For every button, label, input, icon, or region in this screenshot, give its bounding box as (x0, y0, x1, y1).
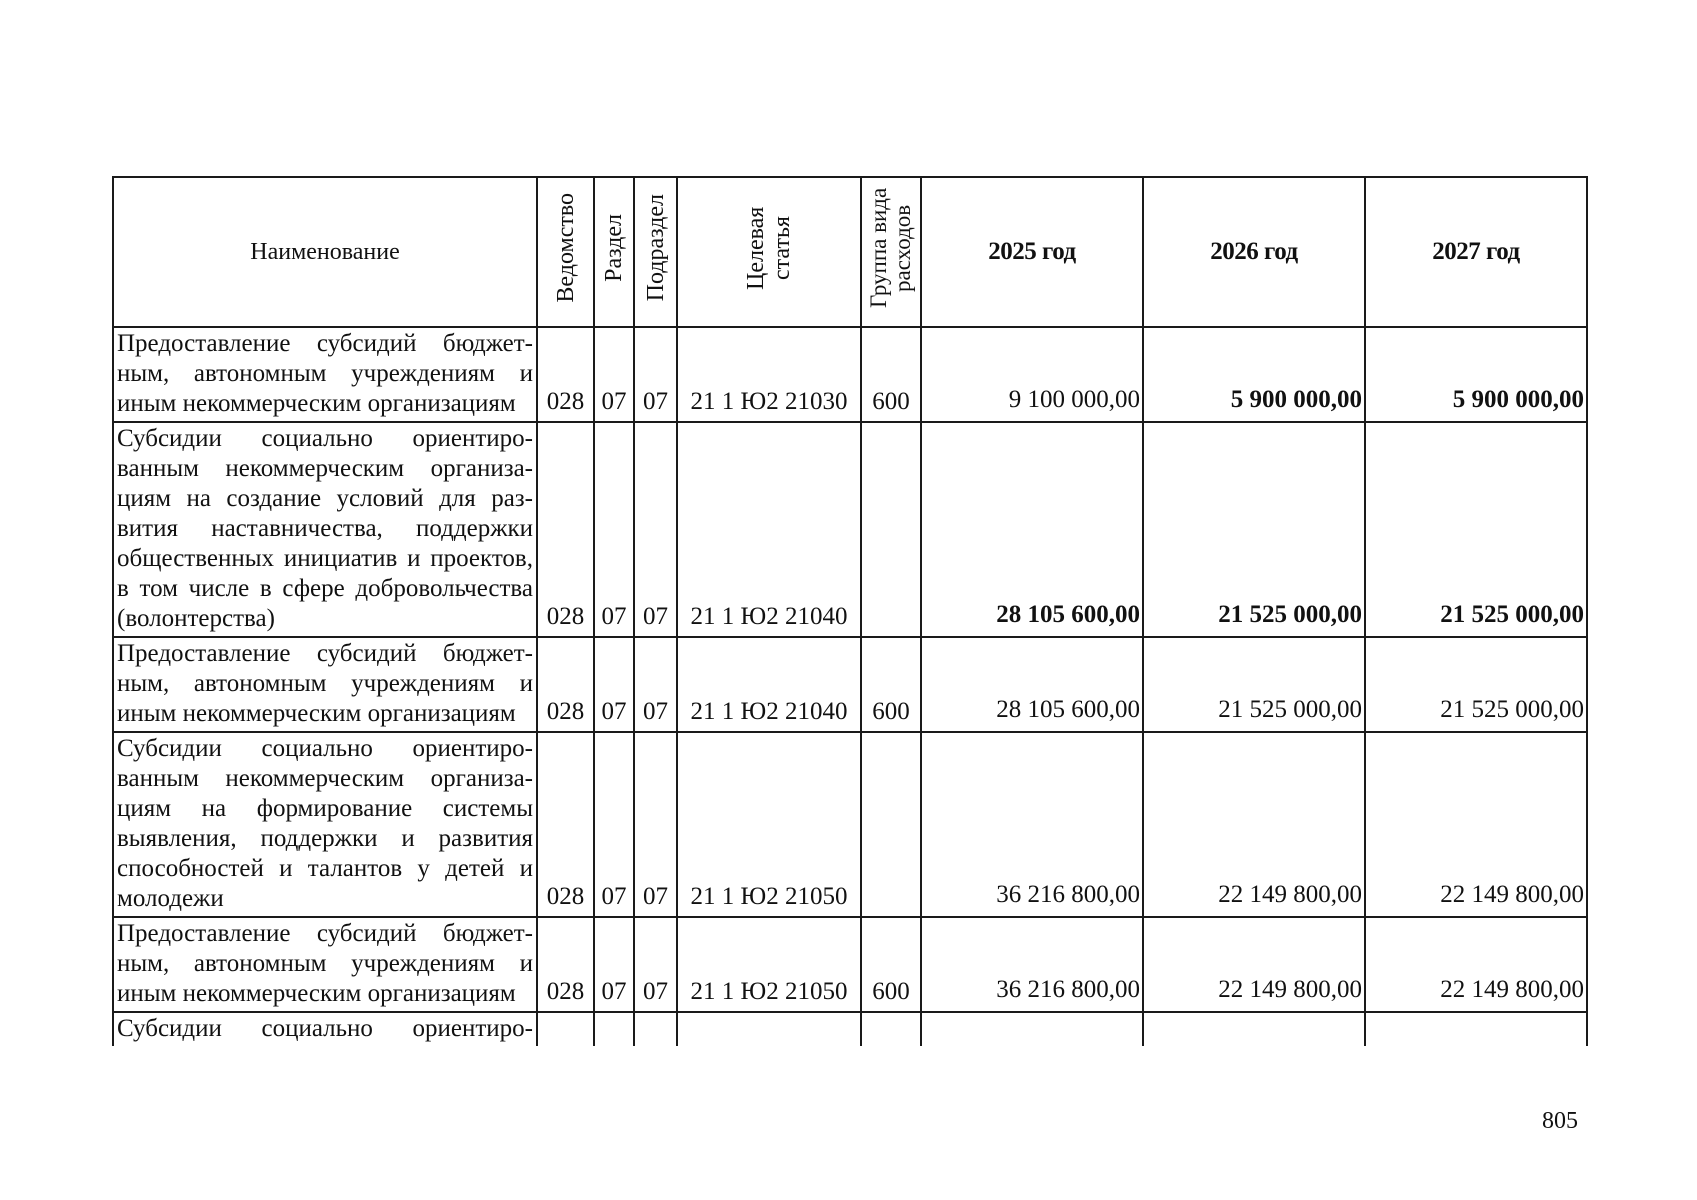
row-department: 028 (537, 327, 594, 422)
row-target-article: 21 1 Ю2 21030 (677, 327, 861, 422)
row-subsection: 07 (634, 917, 677, 1012)
row-value-2026: 22 149 800,00 (1143, 917, 1365, 1012)
row-value-2025: 36 216 800,00 (921, 917, 1143, 1012)
row-expense-group: 600 (861, 327, 921, 422)
page-number: 805 (1542, 1108, 1578, 1134)
row-subsection: 07 (634, 327, 677, 422)
row-value-2027 (1365, 1012, 1587, 1046)
row-expense-group: 600 (861, 637, 921, 732)
table-row (113, 637, 1587, 732)
row-target-article: 21 1 Ю2 21040 (677, 637, 861, 732)
row-value-2027: 22 149 800,00 (1365, 732, 1587, 917)
header-department: Ведомство (537, 177, 594, 327)
row-value-2025: 9 100 000,00 (921, 327, 1143, 422)
budget-table (112, 176, 1588, 1046)
row-value-2025: 28 105 600,00 (921, 637, 1143, 732)
row-value-2027: 21 525 000,00 (1365, 422, 1587, 637)
row-name: Предоставление субсидий бюджетным, автономным учреждениям и иным некоммерческим организациям (113, 917, 537, 1012)
header-section: Раздел (594, 177, 634, 327)
row-value-2025 (921, 1012, 1143, 1046)
table-row-partial (113, 1012, 1587, 1046)
row-subsection (634, 1012, 677, 1046)
row-subsection: 07 (634, 732, 677, 917)
row-section (594, 1012, 634, 1046)
table-row (113, 422, 1587, 637)
row-name: Субсидии социально ориентиро- (113, 1012, 537, 1046)
header-name: Наименование (113, 177, 537, 327)
row-expense-group: 600 (861, 917, 921, 1012)
row-value-2026: 22 149 800,00 (1143, 732, 1365, 917)
row-section: 07 (594, 917, 634, 1012)
header-2026: 2026 год (1143, 177, 1365, 327)
header-row (113, 177, 1587, 327)
row-section: 07 (594, 637, 634, 732)
row-target-article (677, 1012, 861, 1046)
header-subsection: Подраздел (634, 177, 677, 327)
table-row (113, 327, 1587, 422)
row-target-article: 21 1 Ю2 21050 (677, 917, 861, 1012)
row-target-article: 21 1 Ю2 21040 (677, 422, 861, 637)
row-name: Субсидии социально ориентированным некоммерческим организациям на формирование системы выявления, поддержки и развития способностей и талантов у детей и молодежи (113, 732, 537, 917)
row-section: 07 (594, 732, 634, 917)
row-name: Предоставление субсидий бюджетным, автономным учреждениям и иным некоммерческим организациям (113, 327, 537, 422)
row-name: Предоставление субсидий бюджетным, автономным учреждениям и иным некоммерческим организациям (113, 637, 537, 732)
header-target-article: Целевая статья (677, 177, 861, 327)
row-value-2027: 5 900 000,00 (1365, 327, 1587, 422)
header-2025: 2025 год (921, 177, 1143, 327)
row-expense-group (861, 422, 921, 637)
table-row (113, 917, 1587, 1012)
row-value-2026: 5 900 000,00 (1143, 327, 1365, 422)
row-value-2025: 28 105 600,00 (921, 422, 1143, 637)
table-row (113, 732, 1587, 917)
row-value-2026 (1143, 1012, 1365, 1046)
row-subsection: 07 (634, 422, 677, 637)
row-department: 028 (537, 637, 594, 732)
row-name: Субсидии социально ориентированным некоммерческим организациям на создание условий для развития наставничества, поддержки общественных инициатив и проектов, в том числе в сфере добровольчества (волонтерства) (113, 422, 537, 637)
row-section: 07 (594, 422, 634, 637)
row-target-article: 21 1 Ю2 21050 (677, 732, 861, 917)
header-2027: 2027 год (1365, 177, 1587, 327)
row-department: 028 (537, 732, 594, 917)
row-value-2026: 21 525 000,00 (1143, 637, 1365, 732)
row-value-2026: 21 525 000,00 (1143, 422, 1365, 637)
row-section: 07 (594, 327, 634, 422)
row-value-2027: 22 149 800,00 (1365, 917, 1587, 1012)
row-department (537, 1012, 594, 1046)
header-expense-group: Группа вида расходов (861, 177, 921, 327)
row-subsection: 07 (634, 637, 677, 732)
row-department: 028 (537, 422, 594, 637)
row-department: 028 (537, 917, 594, 1012)
row-value-2027: 21 525 000,00 (1365, 637, 1587, 732)
row-value-2025: 36 216 800,00 (921, 732, 1143, 917)
row-expense-group (861, 732, 921, 917)
row-expense-group (861, 1012, 921, 1046)
